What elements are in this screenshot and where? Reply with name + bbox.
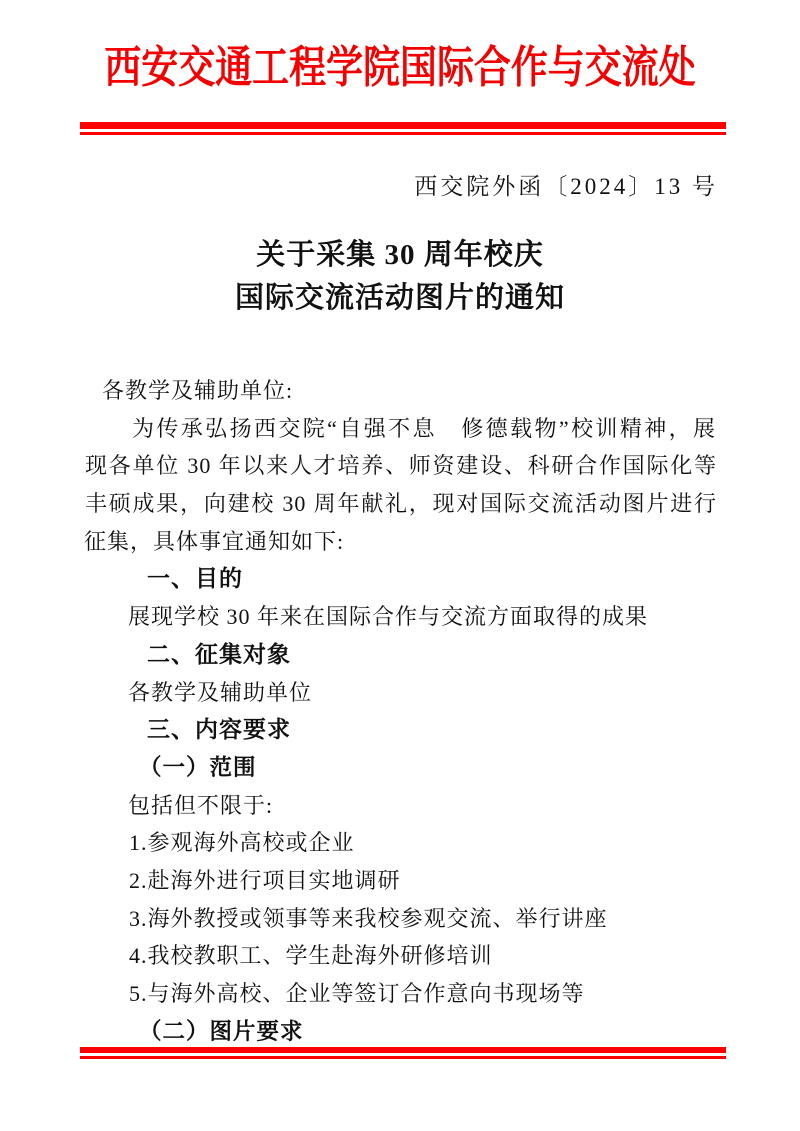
document-line: 包括但不限于: bbox=[128, 792, 274, 818]
document-line: 展现学校 30 年来在国际合作与交流方面取得的成果 bbox=[128, 604, 649, 630]
red-separator-top-thin bbox=[80, 132, 726, 135]
document-line: 征集，具体事宜通知如下: bbox=[84, 528, 345, 554]
letterhead-org-title: 西安交通工程学院国际合作与交流处 bbox=[104, 43, 696, 92]
document-line: 为传承弘扬西交院“自强不息 修德载物”校训精神，展 bbox=[132, 415, 716, 441]
document-line: 现各单位 30 年以来人才培养、师资建设、科研合作国际化等 bbox=[85, 453, 717, 479]
red-separator-bottom-thick bbox=[80, 1047, 726, 1053]
document-line: 丰硕成果，向建校 30 周年献礼，现对国际交流活动图片进行 bbox=[85, 491, 717, 517]
document-body bbox=[0, 372, 800, 1050]
document-line: 5.与海外高校、企业等签订合作意向书现场等 bbox=[129, 981, 585, 1006]
document-line: 3.海外教授或领事等来我校参观交流、举行讲座 bbox=[129, 905, 608, 931]
document-line: （二）图片要求 bbox=[139, 1018, 304, 1044]
document-line: 4.我校教职工、学生赴海外研修培训 bbox=[129, 943, 493, 969]
document-line: 2.赴海外进行项目实地调研 bbox=[129, 867, 401, 893]
document-line: 各教学及辅助单位 bbox=[128, 679, 313, 705]
document-number: 西交院外函〔2024〕13 号 bbox=[414, 174, 718, 199]
document-title bbox=[0, 234, 800, 320]
red-separator-top-thick bbox=[80, 122, 726, 129]
document-line: 三、内容要求 bbox=[147, 716, 291, 743]
document-title-line1: 关于采集 30 周年校庆 bbox=[256, 239, 544, 271]
document-line: 二、征集对象 bbox=[147, 640, 291, 667]
document-title-line2: 国际交流活动图片的通知 bbox=[234, 282, 565, 314]
document-line: （一）范围 bbox=[139, 754, 257, 780]
document-line: 各教学及辅助单位: bbox=[102, 378, 294, 403]
document-line: 1.参观海外高校或企业 bbox=[129, 830, 355, 856]
red-separator-bottom-thin bbox=[80, 1056, 726, 1059]
document-line: 一、目的 bbox=[147, 565, 243, 592]
